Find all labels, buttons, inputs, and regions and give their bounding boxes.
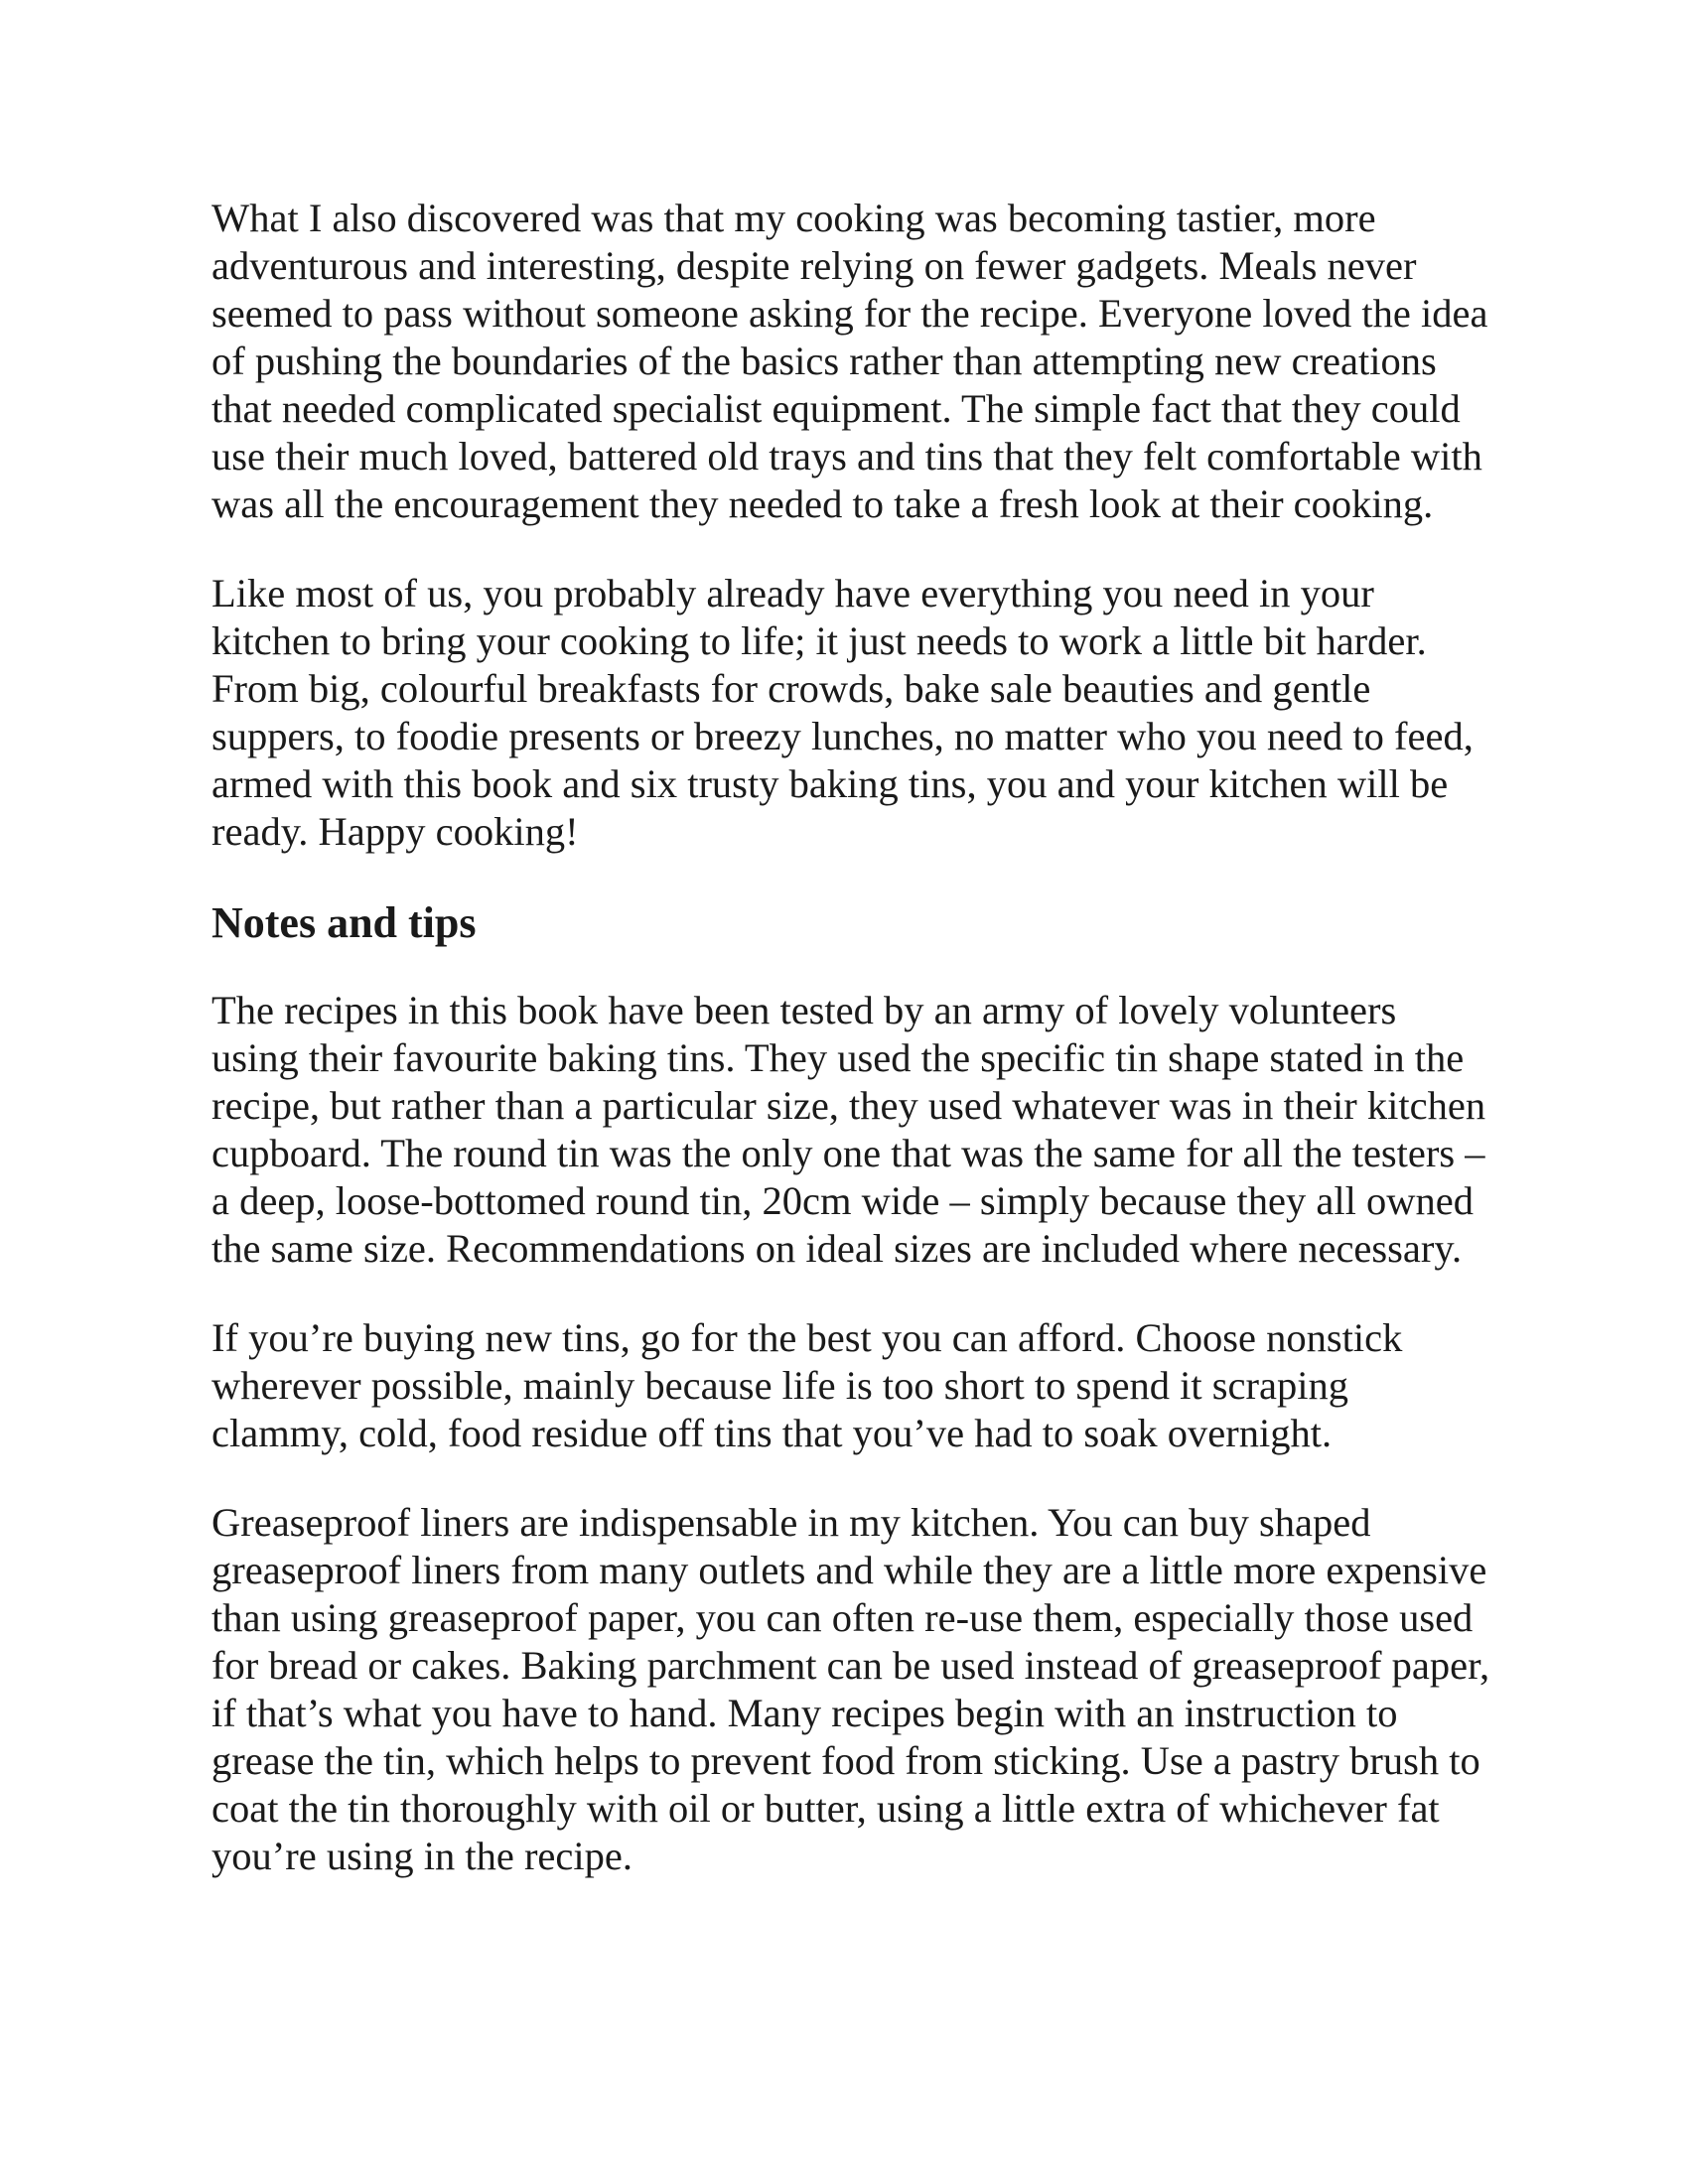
body-paragraph: Like most of us, you probably already have everything you need in your kitchen to bring your cooking to life; it just needs to work a little bit harder. From big, colourful breakfasts for crowds, bake sale beauties and gentle suppers, to foodie presents or breezy lunches, no matter who you need to feed, armed with this book and six trusty baking tins, you and your kitchen will be ready. Happy cooking! — [211, 571, 1474, 854]
page-body — [211, 195, 1492, 1922]
body-paragraph: The recipes in this book have been tested by an army of lovely volunteers using their favourite baking tins. They used the specific tin shape stated in the recipe, but rather than a particular size, they used whatever was in their kitchen cupboard. The round tin was the only one that was the same for all the testers – a deep, loose-bottomed round tin, 20cm wide – simply because they all owned the same size. Recommendations on ideal sizes are included where necessary. — [211, 988, 1486, 1271]
body-paragraph: What I also discovered was that my cooking was becoming tastier, more adventurous and interesting, despite relying on fewer gadgets. Meals never seemed to pass without someone asking for the recipe. Everyone loved the idea of pushing the boundaries of the basics rather than attempting new creations that needed complicated specialist equipment. The simple fact that they could use their much loved, battered old trays and tins that they felt comfortable with was all the encouragement they needed to take a fresh look at their cooking. — [211, 196, 1488, 526]
body-paragraph: Greaseproof liners are indispensable in my kitchen. You can buy shaped greaseproof liners from many outlets and while they are a little more expensive than using greaseproof paper, you can often re-use them, especially those used for bread or cakes. Baking parchment can be used instead of greaseproof paper, if that’s what you have to hand. Many recipes begin with an instruction to grease the tin, which helps to prevent food from sticking. Use a pastry brush to coat the tin thoroughly with oil or butter, using a little extra of whichever fat you’re using in the recipe. — [211, 1500, 1490, 1878]
section-heading: Notes and tips — [211, 898, 477, 947]
body-paragraph: If you’re buying new tins, go for the best you can afford. Choose nonstick wherever possible, mainly because life is too short to spend it scraping clammy, cold, food residue off tins that you’ve had to soak overnight. — [211, 1315, 1403, 1455]
